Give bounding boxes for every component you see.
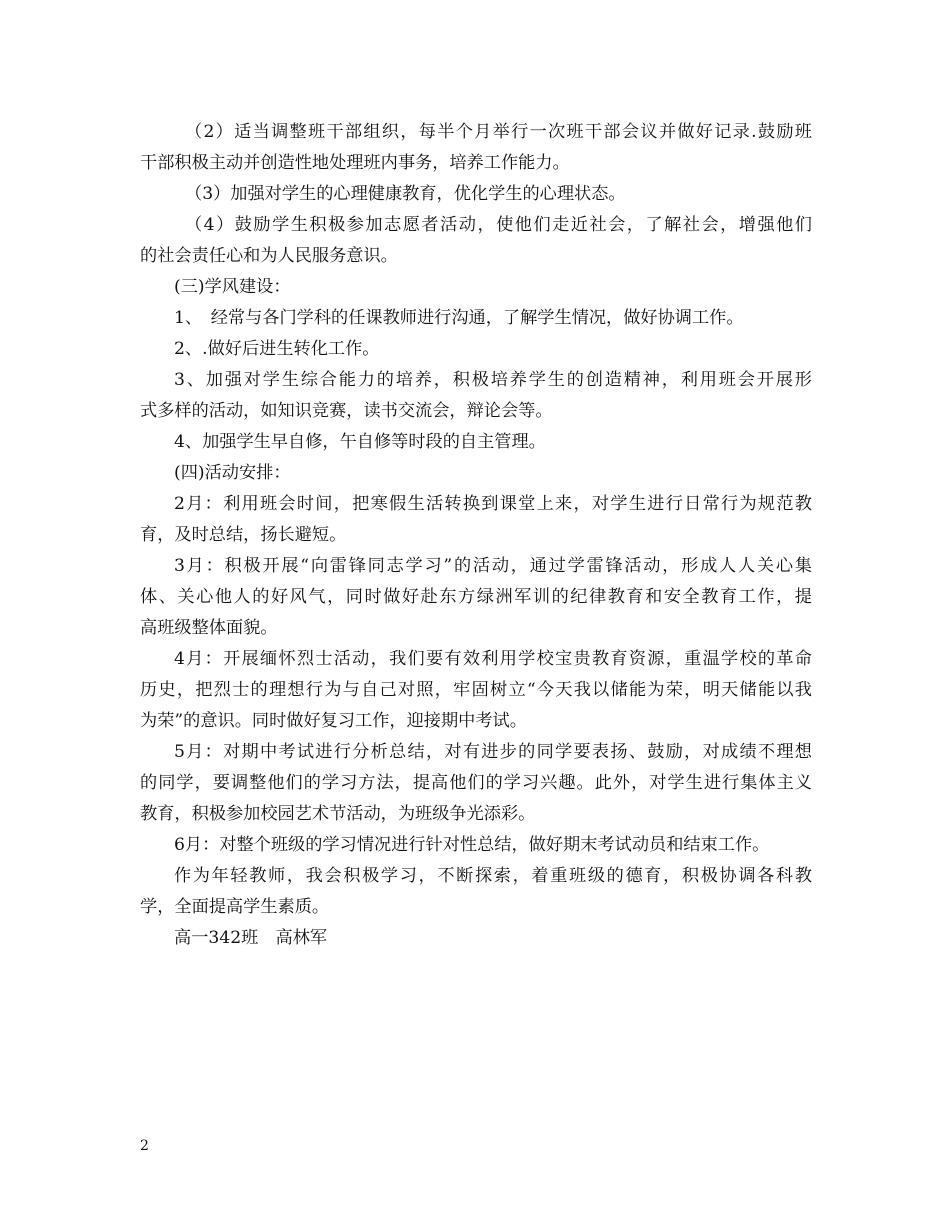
list-item-1: 1、 经常与各门学科的任课教师进行沟通，了解学生情况，做好协调工作。	[174, 308, 744, 328]
section-heading-study-style: (三)学风建设：	[174, 277, 291, 297]
month-3-line-3: 高班级整体面貌。	[140, 618, 278, 638]
month-4-line-1: 4月：开展缅怀烈士活动，我们要有效利用学校宝贵教育资源，重温学校的革命	[174, 649, 812, 669]
month-5-line-1: 5月：对期中考试进行分析总结，对有进步的同学要表扬、鼓励，对成绩不理想	[174, 742, 812, 762]
month-4-line-2: 历史，把烈士的理想行为与自己对照，牢固树立“今天我以储能为荣，明天储能以我	[140, 680, 812, 700]
list-item-2: 2、.做好后进生转化工作。	[174, 339, 380, 359]
month-2-line-2: 育，及时总结，扬长避短。	[140, 525, 347, 545]
month-3-line-2: 体、关心他人的好风气，同时做好赴东方绿洲军训的纪律教育和安全教育工作，提	[140, 587, 812, 607]
list-item-3-line-2: 式多样的活动，如知识竞赛，读书交流会，辩论会等。	[140, 401, 553, 421]
month-6-line: 6月：对整个班级的学习情况进行针对性总结，做好期末考试动员和结束工作。	[174, 835, 770, 855]
paragraph-line-4: （4）鼓励学生积极参加志愿者活动，使他们走近社会，了解社会，增强他们	[185, 215, 812, 235]
document-body	[140, 117, 812, 954]
paragraph-line-3: （3）加强对学生的心理健康教育，优化学生的心理状态。	[185, 184, 626, 204]
month-5-line-2: 的同学，要调整他们的学习方法，提高他们的学习兴趣。此外，对学生进行集体主义	[140, 773, 812, 793]
closing-line-1: 作为年轻教师，我会积极学习，不断探索，着重班级的德育，积极协调各科教	[174, 866, 812, 886]
closing-line-2: 学，全面提高学生素质。	[140, 897, 330, 917]
list-item-4: 4、加强学生早自修，午自修等时段的自主管理。	[174, 432, 546, 452]
page-number: 2	[140, 1138, 149, 1154]
paragraph-line-2: 干部积极主动并创造性地处理班内事务，培养工作能力。	[140, 153, 570, 173]
signature-line: 高一342班 高林军	[174, 928, 328, 948]
list-item-3-line-1: 3、加强对学生综合能力的培养，积极培养学生的创造精神，利用班会开展形	[174, 370, 812, 390]
paragraph-line-5: 的社会责任心和为人民服务意识。	[140, 246, 398, 266]
section-heading-activity-plan: (四)活动安排：	[174, 463, 291, 483]
month-4-line-3: 为荣”的意识。同时做好复习工作，迎接期中考试。	[140, 711, 527, 731]
paragraph-line-1: （2）适当调整班干部组织，每半个月举行一次班干部会议并做好记录.鼓励班	[185, 122, 812, 142]
month-5-line-3: 教育，积极参加校园艺术节活动，为班级争光添彩。	[140, 804, 536, 824]
month-2-line-1: 2月：利用班会时间，把寒假生活转换到课堂上来，对学生进行日常行为规范教	[174, 494, 812, 514]
month-3-line-1: 3月：积极开展“向雷锋同志学习”的活动，通过学雷锋活动，形成人人关心集	[174, 556, 812, 576]
